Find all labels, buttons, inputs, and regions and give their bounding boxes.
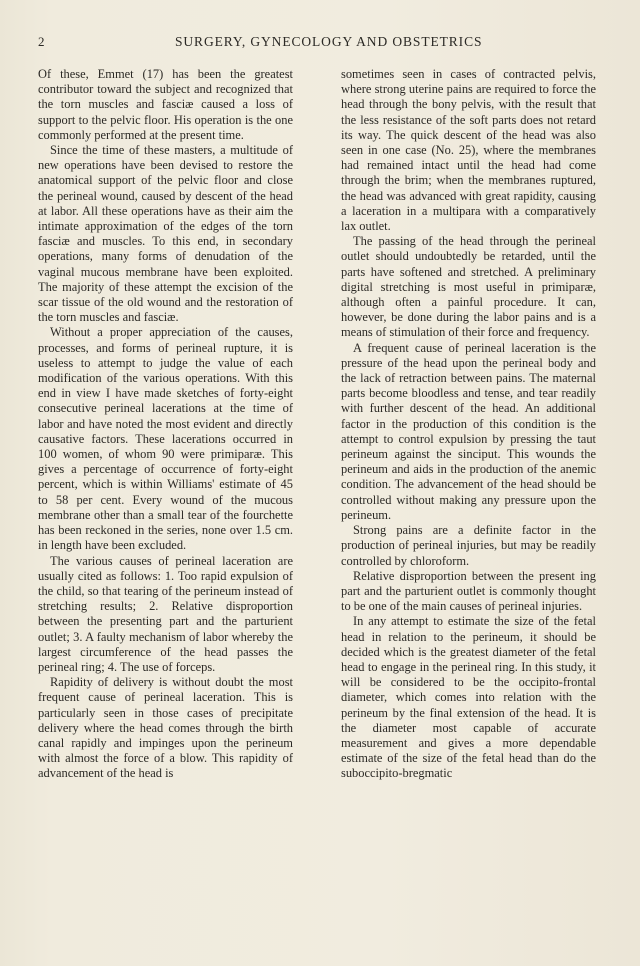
paragraph: Since the time of these masters, a multitude of new operations have been devised to restore the anatomical support of the pelvic floor and close the perineal wound, caused by descent of the head at labor. All these operations have as their aim the intimate approximation of the edges of the torn fasciæ and muscles. To this end, in secondary operations, many forms of denudation of the vaginal mucous membrane have been exploited. The majority of these attempt the excision of the scar tissue of the old wound and the restoration of the torn muscles and fasciæ. xyxy=(38,143,293,325)
page-number: 2 xyxy=(38,34,46,49)
paragraph: The passing of the head through the perineal outlet should undoubtedly be retarded, until the parts have softened and stretched. A preliminary digital stretching is most useful in primiparæ, although often a painful procedure. It can, however, be done during the labor pains and is a means of stimulation of their force and frequency. xyxy=(341,234,596,340)
paragraph: Without a proper appreciation of the causes, processes, and forms of perineal rupture, it is useless to attempt to judge the value of each modification of the various operations. With this end in view I have made sketches of forty-eight consecutive perineal lacerations at the time of labor and have noted the most evident and directly causative factors. These lacerations occurred in 100 women, of whom 90 were primiparæ. This gives a percentage of occurrence of forty-eight percent, which is within Williams' estimate of 45 to 58 per cent. Every wound of the mucous membrane other than a small tear of the fourchette has been reckoned in the series, none over 1.5 cm. in length have been excluded. xyxy=(38,325,293,553)
paragraph: A frequent cause of perineal laceration is the pressure of the head upon the perineal body and the lack of retraction between pains. The maternal parts become bloodless and tense, and tear readily with further descent of the head. An additional factor in the production of this condition is the attempt to control expulsion by pressing the taut perineum against the sinciput. This wounds the perineum and aids in the production of the anemic condition. The advancement of the head should be controlled without making any pressure upon the perineum. xyxy=(341,340,596,522)
paragraph: Of these, Emmet (17) has been the greatest contributor toward the subject and recognized that the torn muscles and fasciæ caused a loss of support to the pelvic floor. His operation is the one commonly performed at the present time. xyxy=(38,67,293,142)
page-header xyxy=(38,30,598,52)
paragraph: The various causes of perineal laceration are usually cited as follows: 1. Too rapid expulsion of the child, so that tearing of the perineum instead of stretching results; 2. Relative disproportion between the presenting part and the parturient outlet; 3. A faulty mechanism of labor whereby the largest circumference of the head passes the perineal ring; 4. The use of forceps. xyxy=(38,553,293,674)
paragraph: Relative disproportion between the present ing part and the parturient outlet is commonly thought to be one of the main causes of perineal injuries. xyxy=(341,568,596,614)
paragraph: Rapidity of delivery is without doubt the most frequent cause of perineal laceration. This is particularly seen in those cases of precipitate delivery where the head comes through the birth canal rapidly and impinges upon the perineum with almost the force of a blow. This rapidity of advancement of the head is xyxy=(38,675,293,781)
paragraph: Strong pains are a definite factor in the production of perineal injuries, but may be readily controlled by chloroform. xyxy=(341,523,596,568)
running-head: SURGERY, GYNECOLOGY AND OBSTETRICS xyxy=(175,34,483,49)
right-column xyxy=(341,67,596,782)
left-column xyxy=(38,67,293,782)
paragraph: In any attempt to estimate the size of the fetal head in relation to the perineum, it should be decided which is the greatest diameter of the fetal head to engage in the perineal ring. In this study, it will be considered to be the occipito-frontal diameter, which comes into relation with the perineum by the final extension of the head. It is the diameter most capable of accurate measurement and gives a more dependable estimate of the size of the fetal head than do the suboccipito-bregmatic xyxy=(341,614,596,781)
paragraph: sometimes seen in cases of contracted pelvis, where strong uterine pains are required to force the head through the bony pelvis, with the result that the less resistance of the soft parts does not retard its way. The quick descent of the head was also seen in one case (No. 25), where the membranes had remained intact until the head had come through the brim; when the membranes ruptured, the head was advanced with great rapidity, causing a laceration in a multipara with a comparatively lax outlet. xyxy=(341,67,596,234)
